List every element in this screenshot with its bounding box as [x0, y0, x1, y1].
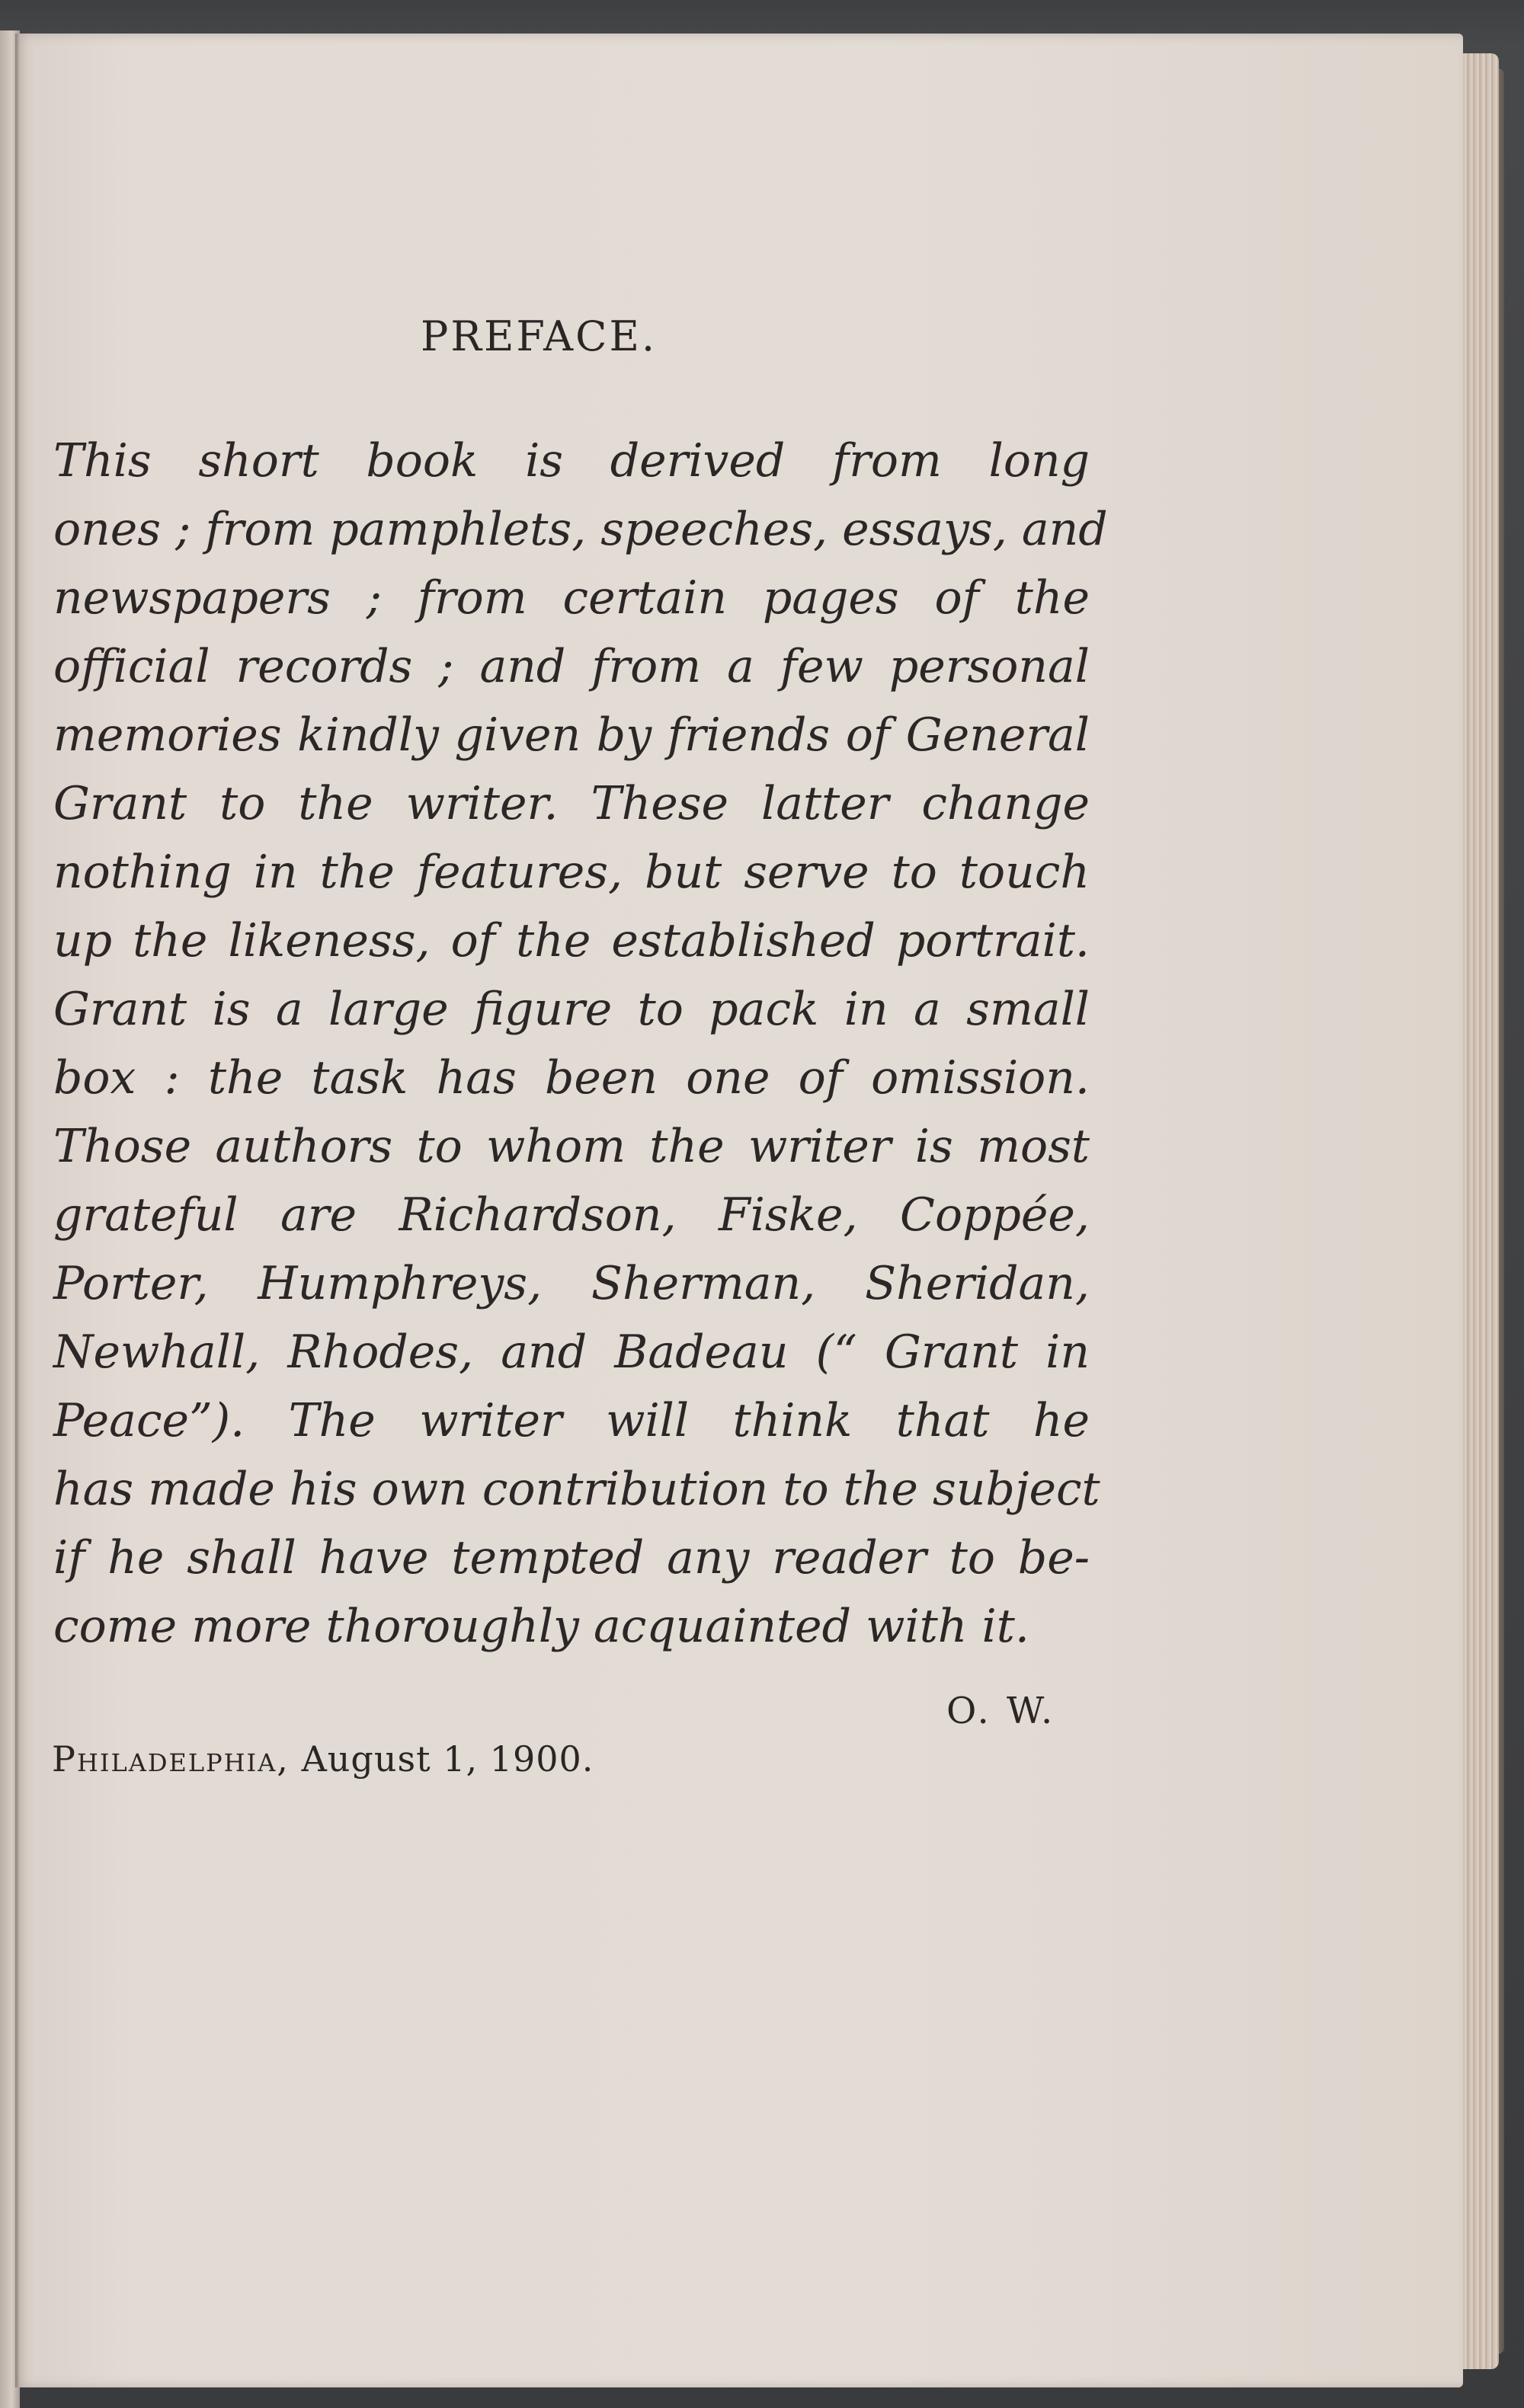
- text-line: has made his own contribution to the subject: [53, 1463, 1100, 1516]
- place-and-date: [52, 1738, 594, 1780]
- text-line: Newhall, Rhodes, and Badeau (“ Grant in: [53, 1326, 1090, 1379]
- text-line: Grant is a large figure to pack in a small: [53, 983, 1090, 1036]
- author-initials: O. W.: [946, 1690, 1056, 1732]
- text-line: memories kindly given by friends of General: [53, 708, 1090, 762]
- text-line: This short book is derived from long: [53, 434, 1090, 488]
- text-line: Grant to the writer. These latter change: [53, 777, 1090, 830]
- text-line: Peace”). The writer will think that he: [53, 1394, 1090, 1447]
- text-line: nothing in the features, but serve to touch: [53, 846, 1090, 899]
- date-text: August 1, 1900.: [301, 1738, 594, 1780]
- gutter-shadow: [15, 34, 20, 2387]
- text-line: Porter, Humphreys, Sherman, Sheridan,: [53, 1257, 1090, 1310]
- text-line: official records ; and from a few personal: [53, 640, 1090, 693]
- place-name: Philadelphia,: [52, 1738, 290, 1780]
- text-line: grateful are Richardson, Fiske, Coppée,: [53, 1188, 1090, 1242]
- text-line: come more thoroughly acquainted with it.: [53, 1600, 1029, 1653]
- text-line: box : the task has been one of omission.: [53, 1051, 1090, 1105]
- text-line: Those authors to whom the writer is most: [53, 1120, 1090, 1173]
- text-line: newspapers ; from certain pages of the: [53, 571, 1090, 625]
- text-line: if he shall have tempted any reader to be-: [53, 1531, 1090, 1585]
- text-line: ones ; from pamphlets, speeches, essays, and: [53, 503, 1108, 556]
- text-line: up the likeness, of the established portrait.: [53, 914, 1090, 967]
- preface-heading: PREFACE.: [421, 312, 658, 360]
- preface-body: [53, 427, 1108, 1661]
